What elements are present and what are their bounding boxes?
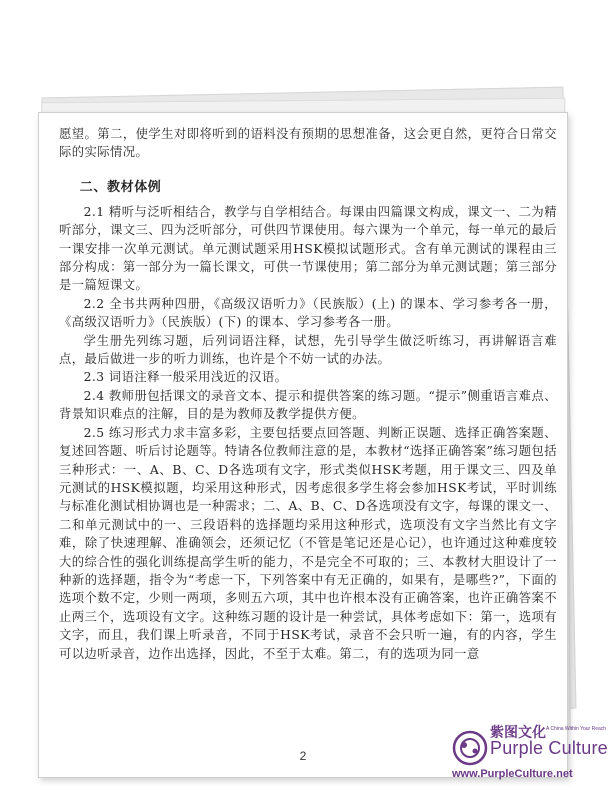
paragraph-2-3: 2.3 词语注释一般采用浅近的汉语。 — [83, 370, 288, 385]
page-content — [59, 125, 557, 663]
paragraph-continued: 愿望。第二，使学生对即将听到的语料没有预期的思想准备，这会更自然，更符合日常交际的实际情况。 — [59, 127, 557, 160]
paragraph-2-2: 2.2 全书共两种四册，《高级汉语听力》（民族版）(上) 的课本、学习参考各一册，《高级汉语听力》（民族版）(下) 的课本、学习参考各一册。 — [59, 296, 557, 330]
paragraph-2-5: 2.5 练习形式力求丰富多彩，主要包括要点回答题、判断正误题、选择正确答案题、复述回答题、听后讨论题等。特请各位教师注意的是，本教材“选择正确答案”练习题包括三种形式：一、A、B、C、D各选项有文字，形式类似HSK考题，用于课文三、四及单元测试的HSK模拟题，均采用这种形式，因考虑很多学生将会参加HSK考试，平时训练与标准化测试相协调也是一种需求；二、A、B、C、D各选项没有文字，每课的课文一、二和单元测试中的一、三段语料的选择题均采用这种形式，选项没有文字当然比有文字难，除了快速理解、准确领会，还须记忆（不管是笔记还是心记），也许通过这种难度较大的综合性的强化训练提高学生听的能力，不是完全不可取的；三、本教材大胆设计了一种新的选择题，指令为“考虑一下，下列答案中有无正确的，如果有，是哪些?”，下面的选项个数不定，少则一两项，多则五六项，其中也许根本没有正确答案，也许正确答案不止两三个，选项设有文字。这种练习题的设计是一种尝试，具体考虑如下：第一，选项有文字，而且，我们课上听录音，不同于HSK考试，录音不会只听一遍，有的内容，学生可以边听录音，边作出选择，因此，不至于太难。第二，有的选项为同一意 — [59, 425, 557, 661]
watermark-chinese-name: 紫图文化 — [490, 725, 546, 741]
watermark-tagline: A China Within Your Reach — [546, 726, 607, 732]
purple-culture-watermark — [450, 720, 610, 790]
book-page — [38, 112, 568, 778]
page-number: 2 — [299, 749, 307, 763]
paragraph-2-1: 2.1 精听与泛听相结合，教学与自学相结合。每课由四篇课文构成，课文一、二为精听部分，课文三、四为泛听部分，可供四节课使用。每六课为一个单元，每一单元的最后一课安排一次单元测试。单元测试题采用HSK模拟试题形式。含有单元测试的课程由三部分构成：第一部分为一篇长课文，可供一节课使用；第二部分为单元测试题；第三部分是一篇短课文。 — [59, 204, 557, 293]
watermark-url: www.PurpleCulture.net — [452, 768, 573, 780]
watermark-brand-name: Purple Culture — [490, 738, 608, 758]
section-heading: 二、教材体例 — [79, 179, 162, 195]
paragraph-2-4: 2.4 教师册包括课文的录音文本、提示和提供答案的练习题。“提示”侧重语言难点、背景知识难点的注解，目的是为教师及教学提供方便。 — [59, 388, 557, 422]
purple-culture-logo-icon — [450, 728, 490, 768]
paragraph-student-book: 学生册先列练习题，后列词语注释，试想，先引导学生做泛听练习，再讲解语言难点，最后做进一步的听力训练，也许是个不妨一试的办法。 — [59, 333, 557, 367]
